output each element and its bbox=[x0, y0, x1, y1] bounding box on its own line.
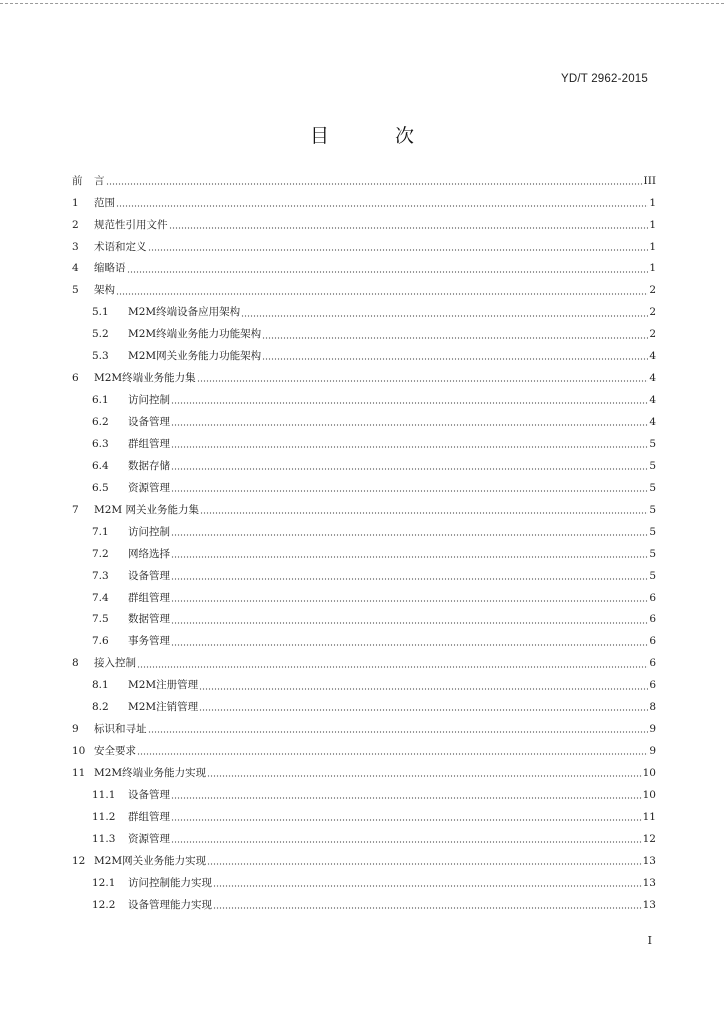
toc-entry-page: 2 bbox=[649, 306, 656, 319]
toc-entry[interactable] bbox=[72, 214, 656, 236]
toc-entry-title: M2M终端业务能力功能架构 bbox=[128, 328, 262, 341]
toc-entry-number: 1 bbox=[72, 196, 79, 209]
toc-entry-page: 4 bbox=[649, 372, 656, 385]
toc-entry-page: 10 bbox=[642, 767, 656, 780]
table-of-contents bbox=[72, 170, 656, 916]
toc-entry-number: 7.5 bbox=[92, 613, 109, 626]
toc-entry[interactable] bbox=[72, 543, 656, 565]
toc-entry-page: 5 bbox=[649, 459, 656, 472]
toc-entry-number: 8 bbox=[72, 657, 79, 670]
dot-leader bbox=[171, 819, 642, 821]
toc-entry-title: 群组管理 bbox=[128, 591, 170, 604]
dot-leader bbox=[169, 227, 649, 229]
toc-entry[interactable] bbox=[72, 258, 656, 280]
toc-entry-title: M2M网关业务能力实现 bbox=[94, 854, 207, 867]
toc-entry-number: 7.2 bbox=[92, 547, 109, 560]
toc-entry-title: M2M终端业务能力实现 bbox=[94, 767, 207, 780]
toc-entry[interactable] bbox=[72, 499, 656, 521]
toc-entry-page: 8 bbox=[649, 701, 656, 714]
dot-leader bbox=[171, 402, 648, 404]
toc-entry[interactable] bbox=[72, 872, 656, 894]
toc-entry[interactable] bbox=[72, 367, 656, 389]
toc-entry-title: M2M注销管理 bbox=[128, 701, 199, 714]
toc-entry-title: 群组管理 bbox=[128, 810, 170, 823]
toc-entry-number: 11.2 bbox=[92, 810, 116, 823]
toc-entry-title: 安全要求 bbox=[94, 745, 136, 758]
document-code: YD/T 2962-2015 bbox=[561, 73, 648, 85]
toc-entry-page: 6 bbox=[649, 657, 656, 670]
toc-entry-title: 架构 bbox=[94, 284, 115, 297]
toc-entry[interactable] bbox=[72, 850, 656, 872]
toc-entry-page: 5 bbox=[649, 437, 656, 450]
toc-entry-number: 12.1 bbox=[92, 876, 116, 889]
dot-leader bbox=[207, 775, 641, 777]
toc-entry-page: 13 bbox=[642, 876, 656, 889]
toc-entry-number: 前 bbox=[72, 174, 83, 187]
dot-leader bbox=[171, 841, 642, 843]
dot-leader bbox=[127, 271, 649, 273]
dot-leader bbox=[200, 512, 648, 514]
dot-leader bbox=[213, 907, 642, 909]
toc-entry-page: 1 bbox=[649, 262, 656, 275]
toc-entry-page: 9 bbox=[649, 745, 656, 758]
toc-entry-page: 13 bbox=[642, 854, 656, 867]
toc-entry-number: 11 bbox=[72, 767, 86, 780]
toc-entry-number: 8.2 bbox=[92, 701, 109, 714]
toc-entry[interactable] bbox=[72, 784, 656, 806]
toc-entry-page: 13 bbox=[642, 898, 656, 911]
toc-entry-title: M2M网关业务能力功能架构 bbox=[128, 350, 262, 363]
dot-leader bbox=[241, 315, 648, 317]
toc-entry-number: 11.3 bbox=[92, 832, 116, 845]
toc-entry-title: 接入控制 bbox=[94, 657, 136, 670]
toc-entry-page: 1 bbox=[649, 196, 656, 209]
toc-entry-number: 7.3 bbox=[92, 569, 109, 582]
toc-entry-title: 数据管理 bbox=[128, 613, 170, 626]
toc-entry-page: 5 bbox=[649, 547, 656, 560]
toc-entry[interactable] bbox=[72, 477, 656, 499]
toc-entry-number: 6.2 bbox=[92, 416, 109, 429]
dot-leader bbox=[197, 380, 649, 382]
toc-entry-number: 3 bbox=[72, 240, 79, 253]
dot-leader bbox=[148, 249, 649, 251]
toc-entry[interactable] bbox=[72, 433, 656, 455]
dot-leader bbox=[207, 863, 641, 865]
toc-entry-number: 10 bbox=[72, 745, 86, 758]
toc-entry-title: 资源管理 bbox=[128, 832, 170, 845]
toc-entry-number: 11.1 bbox=[92, 788, 116, 801]
dot-leader bbox=[199, 688, 648, 690]
toc-entry-title: M2M终端设备应用架构 bbox=[128, 306, 241, 319]
toc-entry-title: 缩略语 bbox=[94, 262, 126, 275]
toc-entry-title: 事务管理 bbox=[128, 635, 170, 648]
toc-entry[interactable] bbox=[72, 521, 656, 543]
toc-entry[interactable] bbox=[72, 718, 656, 740]
toc-entry-title: 言 bbox=[94, 174, 105, 187]
toc-entry-page: 4 bbox=[649, 394, 656, 407]
dot-leader bbox=[171, 600, 648, 602]
dot-leader bbox=[171, 578, 648, 580]
toc-entry-title: M2M 网关业务能力集 bbox=[94, 503, 200, 516]
dot-leader bbox=[171, 556, 648, 558]
toc-entry-page: 2 bbox=[649, 284, 656, 297]
toc-entry-number: 12.2 bbox=[92, 898, 116, 911]
toc-entry[interactable] bbox=[72, 565, 656, 587]
toc-entry-title: 访问控制 bbox=[128, 525, 170, 538]
toc-entry-number: 7.6 bbox=[92, 635, 109, 648]
toc-entry-number: 4 bbox=[72, 262, 79, 275]
dot-leader bbox=[262, 358, 648, 360]
toc-entry-title: 数据存储 bbox=[128, 459, 170, 472]
toc-entry[interactable] bbox=[72, 653, 656, 675]
toc-entry-title: 设备管理能力实现 bbox=[128, 898, 212, 911]
toc-entry-number: 12 bbox=[72, 854, 86, 867]
toc-entry-number: 5 bbox=[72, 284, 79, 297]
toc-entry-page: 5 bbox=[649, 569, 656, 582]
toc-entry-page: 4 bbox=[649, 416, 656, 429]
toc-entry-page: 5 bbox=[649, 503, 656, 516]
toc-entry[interactable] bbox=[72, 280, 656, 302]
toc-entry-page: 12 bbox=[642, 832, 656, 845]
toc-entry[interactable] bbox=[72, 587, 656, 609]
dot-leader bbox=[171, 424, 648, 426]
toc-entry-number: 5.1 bbox=[92, 306, 109, 319]
toc-entry-number: 6.5 bbox=[92, 481, 109, 494]
toc-entry-number: 8.1 bbox=[92, 679, 109, 692]
toc-entry-number: 6.1 bbox=[92, 394, 109, 407]
toc-entry-title: 标识和寻址 bbox=[94, 723, 147, 736]
toc-entry-title: 资源管理 bbox=[128, 481, 170, 494]
toc-entry[interactable] bbox=[72, 302, 656, 324]
toc-entry-title: 设备管理 bbox=[128, 416, 170, 429]
dot-leader bbox=[199, 709, 648, 711]
toc-entry-page: 10 bbox=[642, 788, 656, 801]
dot-leader bbox=[171, 534, 648, 536]
toc-entry[interactable] bbox=[72, 740, 656, 762]
toc-entry-title: 设备管理 bbox=[128, 569, 170, 582]
toc-heading: 目 次 bbox=[309, 125, 445, 147]
toc-entry-page: 2 bbox=[649, 328, 656, 341]
toc-entry[interactable] bbox=[72, 170, 656, 192]
toc-entry-title: M2M注册管理 bbox=[128, 679, 199, 692]
toc-entry[interactable] bbox=[72, 697, 656, 719]
toc-entry-title: 群组管理 bbox=[128, 437, 170, 450]
toc-entry-number: 2 bbox=[72, 218, 79, 231]
toc-entry[interactable] bbox=[72, 762, 656, 784]
toc-entry[interactable] bbox=[72, 455, 656, 477]
toc-entry[interactable] bbox=[72, 346, 656, 368]
toc-entry-number: 7.4 bbox=[92, 591, 109, 604]
toc-entry-title: 网络选择 bbox=[128, 547, 170, 560]
toc-entry-title: 规范性引用文件 bbox=[94, 218, 168, 231]
toc-entry-page: 5 bbox=[649, 525, 656, 538]
toc-entry[interactable] bbox=[72, 806, 656, 828]
toc-entry[interactable] bbox=[72, 411, 656, 433]
toc-entry-title: 访问控制能力实现 bbox=[128, 876, 212, 889]
toc-entry[interactable] bbox=[72, 631, 656, 653]
dot-leader bbox=[171, 446, 648, 448]
toc-entry-title: 访问控制 bbox=[128, 394, 170, 407]
toc-entry-number: 7 bbox=[72, 503, 79, 516]
dot-leader bbox=[116, 293, 648, 295]
toc-entry[interactable] bbox=[72, 324, 656, 346]
dot-leader bbox=[137, 753, 648, 755]
toc-entry-number: 6 bbox=[72, 372, 79, 385]
dot-leader bbox=[137, 666, 648, 668]
toc-entry-number: 5.2 bbox=[92, 328, 109, 341]
toc-entry-title: 设备管理 bbox=[128, 788, 170, 801]
toc-entry[interactable] bbox=[72, 675, 656, 697]
toc-entry-page: 5 bbox=[649, 481, 656, 494]
toc-entry-page: 1 bbox=[649, 240, 656, 253]
dot-leader bbox=[171, 490, 648, 492]
toc-entry[interactable] bbox=[72, 894, 656, 916]
toc-entry-page: 11 bbox=[642, 810, 656, 823]
toc-entry-page: 6 bbox=[649, 613, 656, 626]
toc-entry[interactable] bbox=[72, 236, 656, 258]
toc-entry-page: 9 bbox=[649, 723, 656, 736]
toc-entry-page: 4 bbox=[649, 350, 656, 363]
toc-entry-page: III bbox=[643, 174, 656, 187]
dot-leader bbox=[213, 885, 642, 887]
toc-entry-page: 1 bbox=[649, 218, 656, 231]
dot-leader bbox=[106, 183, 643, 185]
dot-leader bbox=[171, 468, 648, 470]
dot-leader bbox=[171, 797, 642, 799]
toc-entry-number: 9 bbox=[72, 723, 79, 736]
toc-entry-number: 6.4 bbox=[92, 459, 109, 472]
toc-entry[interactable] bbox=[72, 609, 656, 631]
dot-leader bbox=[171, 644, 648, 646]
toc-entry[interactable] bbox=[72, 828, 656, 850]
toc-entry-title: 术语和定义 bbox=[94, 240, 147, 253]
toc-entry-number: 5.3 bbox=[92, 350, 109, 363]
page-folio: I bbox=[647, 934, 652, 947]
toc-entry-title: 范围 bbox=[94, 196, 115, 209]
dot-leader bbox=[148, 731, 649, 733]
dot-leader bbox=[262, 337, 648, 339]
toc-entry-page: 6 bbox=[649, 635, 656, 648]
dot-leader bbox=[171, 622, 648, 624]
scan-edge-line bbox=[0, 3, 724, 4]
toc-entry[interactable] bbox=[72, 192, 656, 214]
toc-entry-number: 7.1 bbox=[92, 525, 109, 538]
toc-entry-page: 6 bbox=[649, 591, 656, 604]
toc-entry-page: 6 bbox=[649, 679, 656, 692]
toc-entry[interactable] bbox=[72, 389, 656, 411]
toc-entry-title: M2M终端业务能力集 bbox=[94, 372, 196, 385]
dot-leader bbox=[116, 205, 648, 207]
toc-entry-number: 6.3 bbox=[92, 437, 109, 450]
